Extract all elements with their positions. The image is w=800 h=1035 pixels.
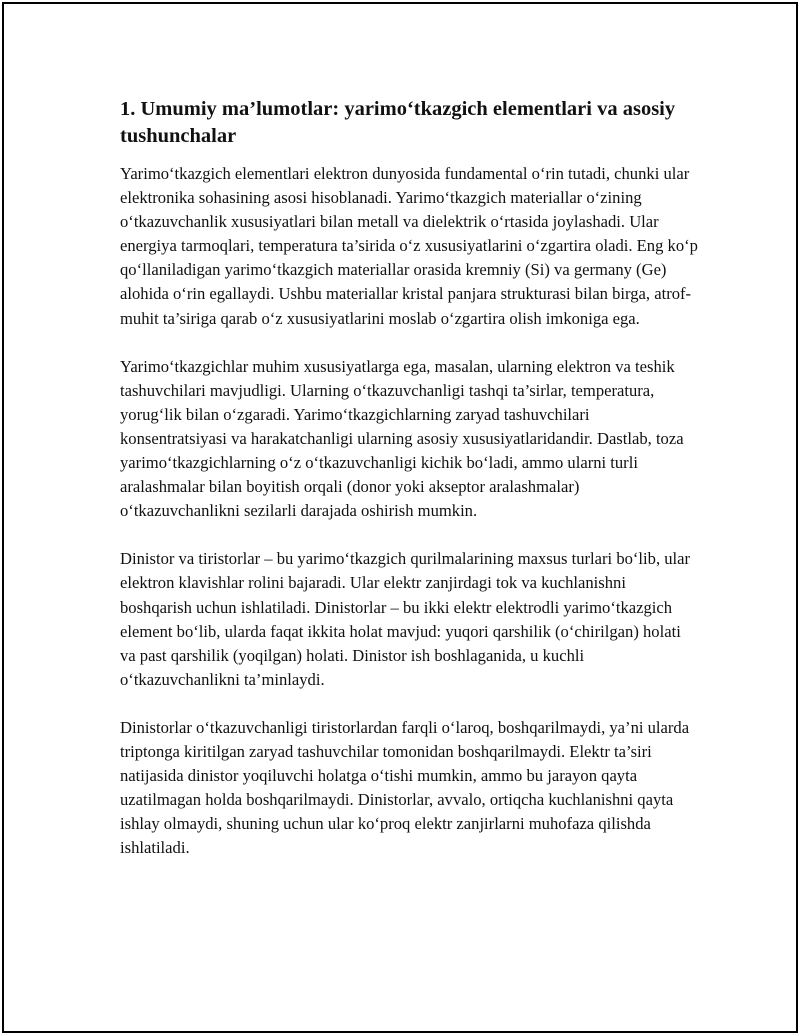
- paragraph-properties: Yarimo‘tkazgichlar muhim xususiyatlarga ega, masalan, ularning elektron va teshik tashuvchilari mavjudligi. Ularning o‘tkazuvchanligi tashqi ta’sirlar, temperatura, yorug‘lik bilan o‘zgaradi. Yarimo‘tkazgichlarning zaryad tashuvchilari konsentratsiyasi va harakatchanligi ularning asosiy xususiyatlaridandir. Dastlab, toza yarimo‘tkazgichlarning o‘z o‘tkazuvchanligi kichik bo‘ladi, ammo ularni turli aralashmalar bilan boyitish orqali (donor yoki akseptor aralashmalar) o‘tkazuvchanlikni sezilarli darajada oshirish mumkin.: [120, 356, 684, 521]
- page-frame: [2, 2, 798, 1033]
- paragraph-intro: Yarimo‘tkazgich elementlari elektron dunyosida fundamental o‘rin tutadi, chunki ular elektronika sohasining asosi hisoblanadi. Yarimo‘tkazgich materiallar o‘zining o‘tkazuvchanlik xususiyatlari bilan metall va dielektrik o‘rtasida joylashadi. Ular energiya tarmoqlari, temperatura ta’sirida o‘z xususiyatlarini o‘zgartira oladi. Eng ko‘p qo‘llaniladigan yarimo‘tkazgich materiallar orasida kremniy (Si) va germany (Ge) alohida o‘rin egallaydi. Ushbu materiallar kristal panjara strukturasi bilan birga, atrof-muhit ta’siriga qarab o‘z xususiyatlarini moslab o‘zgartira olish imkoniga ega.: [120, 164, 698, 328]
- section-title: 1. Umumiy ma’lumotlar: yarimo‘tkazgich elementlari va asosiy tushunchalar: [120, 98, 676, 147]
- paragraph-dinistor-control: Dinistorlar o‘tkazuvchanligi tiristorlardan farqli o‘laroq, boshqarilmaydi, ya’ni ularda triptonga kiritilgan zaryad tashuvchilar tomonidan boshqarilmaydi. Elektr ta’siri natijasida dinistor yoqiluvchi holatga o‘tishi mumkin, ammo bu jarayon qayta uzatilmagan holda boshqarilmaydi. Dinistorlar, avvalo, ortiqcha kuchlanishni qayta ishlay olmaydi, shuning uchun ular ko‘proq elektr zanjirlarni muhofaza qilishda ishlatiladi.: [120, 717, 690, 858]
- paragraph-dinistor-tiristor: Dinistor va tiristorlar – bu yarimo‘tkazgich qurilmalarining maxsus turlari bo‘lib, ular elektron klavishlar rolini bajaradi. Ular elektr zanjirdagi tok va kuchlanishni boshqarish uchun ishlatiladi. Dinistorlar – bu ikki elektr elektrodli yarimo‘tkazgich element bo‘lib, ularda faqat ikkita holat mavjud: yuqori qarshilik (o‘chirilgan) holati va past qarshilik (yoqilgan) holati. Dinistor ish boshlaganida, u kuchli o‘tkazuvchanlikni ta’minlaydi.: [120, 549, 691, 689]
- document-body: [120, 96, 700, 884]
